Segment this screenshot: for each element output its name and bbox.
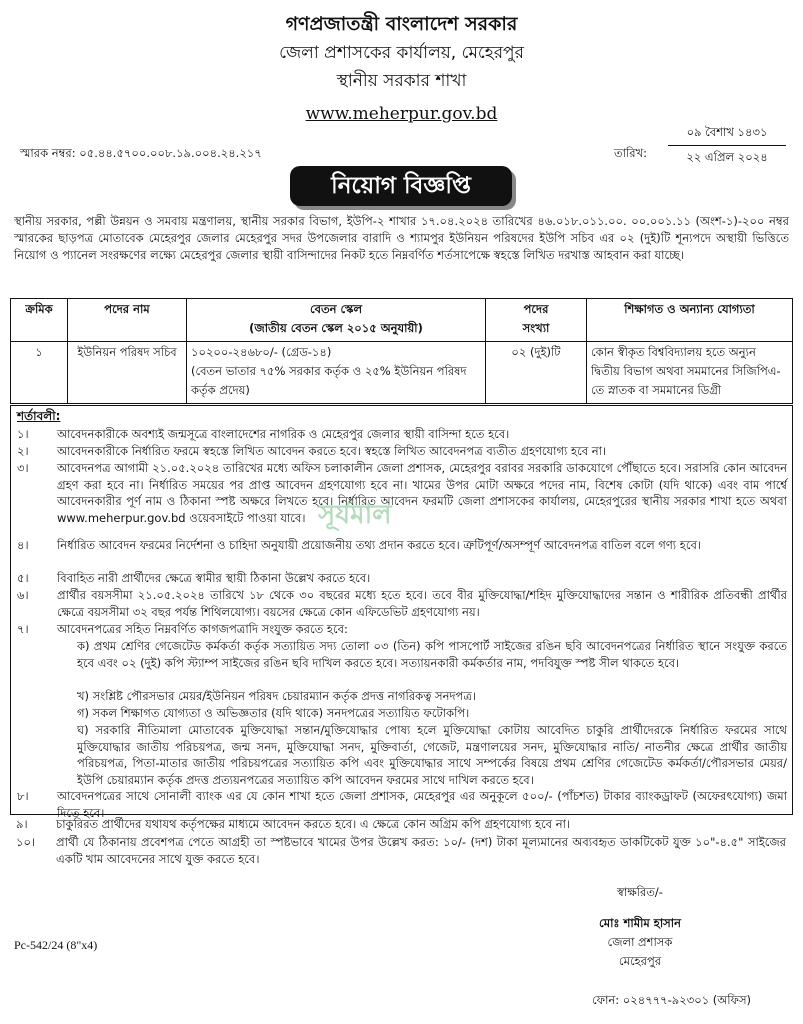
branch-name: স্থানীয় সরকার শাখা	[336, 71, 467, 91]
condition-number: ৫।	[17, 571, 29, 585]
watermark: সূর্যমাল	[318, 500, 392, 530]
condition-number: ১।	[17, 427, 29, 441]
condition-subtext: ঘ) সরকারি নীতিমালা মোতাবেক মুক্তিযোদ্ধা সন্তান/মুক্তিযোদ্ধার পোষ্য হলে মুক্তিযোদ্ধা কোটায় আবেদিত চাকুরি প্রার্থীদেরকে নির্ধারিত ফরমের সাথে মুক্তিযোদ্ধার জাতীয় পরিচয়পত্র, জন্ম সনদ, মুক্তিযোদ্ধা সনদ, মুক্তিবার্তা, গেজেট, মন্ত্রণালয়ের সনদ, মুক্তিযোদ্ধার নাতি/ নাতনীর ক্ষেত্রে প্রার্থীর জাতীয় পরিচয়পত্র, পিতা-মাতার জাতীয় পরিচয়পত্রের সত্যায়িত কপি এবং মুক্তিযোদ্ধার সাথে সম্পর্কের বিষয়ে প্রথম শ্রেণির গেজেটেড কর্মকর্তা/পৌরসভার মেয়র/ইউপি চেয়ারম্যান কর্তৃক প্রদত্ত প্রত্যয়নপত্রের সত্যায়িত কপি আবেদন ফরমের সাথে দাখিল করতে হবে।	[77, 723, 787, 787]
condition-text: আবেদনপত্রের সহিত নিম্নবর্ণিত কাগজপত্রাদি সংযুক্ত করতে হবে:	[57, 622, 348, 636]
condition-text: চাকুরিরত প্রার্থীদের যথাযথ কর্তৃপক্ষের মাধ্যমে আবেদন করতে হবে। এ ক্ষেত্রে কোন অগ্রিম কপি গ্রহণযোগ্য হবে না।	[56, 817, 571, 831]
condition-text: প্রার্থী যে ঠিকানায় প্রবেশপত্র পেতে আগ্রহী তা স্পষ্টভাবে খামের উপর উল্লেখ করত: ১০/- (দশ) টাকা মূল্যমানের অব্যবহৃত ডাকটিকেট যুক্ত ১০"-৪.৫" সাইজের একটি খাম আবেদনের সাথে যুক্ত করতে হবে।	[56, 835, 786, 866]
date-label: তারিখ:	[614, 146, 648, 160]
header-pay-label: বেতন স্কেল	[309, 302, 363, 316]
signature-signed: স্বাক্ষরিত/-	[617, 885, 663, 899]
posts-table	[10, 298, 793, 404]
header-count	[486, 299, 587, 342]
condition-subtext: গ) সকল শিক্ষাগত যোগ্যতা ও অভিজ্ঞতার (যদি থাকে) সনদপত্রের সত্যায়িত ফটোকপি।	[77, 706, 470, 720]
condition-number: ৯।	[16, 817, 28, 831]
signature-place: মেহেরপুর	[618, 954, 662, 968]
header-pay-sub: (জাতীয় বেতন স্কেল ২০১৫ অনুযায়ী)	[249, 321, 423, 335]
cell-serial: ১	[11, 342, 68, 404]
header-post: পদের নাম	[68, 299, 187, 342]
header-count-label: পদের	[523, 302, 549, 316]
condition-text: আবেদনকারীকে নির্ধারিত ফরমে স্বহস্তে লিখিত আবেদন করতে হবে। স্বহস্তে লিখিত আবেদনপত্র ব্যতীত গ্রহণযোগ্য হবে না।	[57, 444, 607, 458]
condition-number: ৬।	[17, 588, 29, 602]
condition-number: ৪।	[17, 538, 29, 552]
condition-text: আবেদনপত্রের সাথে সোনালী ব্যাংক এর যে কোন শাখা হতে জেলা প্রশাসক, মেহেরপুর এর অনুকূলে ৫০০/- (পাঁচশত) টাকার ব্যাংকড্রাফট (অফেরৎযোগ্য) জমা দিতে হবে।	[57, 789, 787, 820]
header-pay	[187, 299, 486, 342]
date-box	[668, 124, 786, 168]
condition-text: নির্ধারিত আবেদন ফরমের নির্দেশনা ও চাহিদা অনুযায়ী প্রয়োজনীয় তথ্য প্রদান করতে হবে। ত্রুটিপূর্ণ/অসম্পূর্ণ আবেদনপত্র বাতিল বলে গণ্য হবে।	[57, 538, 701, 552]
cell-qualification: কোন স্বীকৃত বিশ্ববিদ্যালয় হতে অন্যুন দ্বিতীয় বিভাগ অথবা সমমানের সিজিপিএ-তে স্নাতক বা সমমানের ডিগ্রী	[587, 342, 793, 404]
condition-text: বিবাহিত নারী প্রার্থীদের ক্ষেত্রে স্বামীর স্থায়ী ঠিকানা উল্লেখ করতে হবে।	[57, 571, 371, 585]
signature-name: মোঃ শামীম হাসান	[599, 916, 681, 930]
condition-text: প্রার্থীর বয়সসীমা ২১.০৫.২০২৪ তারিখে ১৮ থেকে ৩০ বছরের মধ্যে হতে হবে। তবে বীর মুক্তিযোদ্ধা/শহিদ মুক্তিযোদ্ধাদের সন্তান ও শারীরিক প্রতিবন্ধী প্রার্থীর ক্ষেত্রে বয়সসীমা ৩২ বছর পর্যন্ত শিথিলযোগ্য। বয়সের ক্ষেত্রে কোন এফিডেভিট গ্রহণযোগ্য নয়।	[57, 588, 787, 619]
condition-text: আবেদনকারীকে অবশ্যই জন্মসূত্রে বাংলাদেশের নাগরিক ও মেহেরপুর জেলার স্থায়ী বাসিন্দা হতে হবে।	[57, 427, 510, 441]
cell-count: ০২ (দুই)টি	[486, 342, 587, 404]
condition-subtext: খ) সংশ্লিষ্ট পৌরসভার মেয়র/ইউনিয়ন পরিষদ চেয়ারম্যান কর্তৃক প্রদত্ত নাগরিকত্ব সনদপত্র।	[77, 689, 476, 703]
header-serial: ক্রমিক	[11, 299, 68, 342]
cell-pay-note: (বেতন ভাতার ৭৫% সরকার কর্তৃক ও ২৫% ইউনিয়ন পরিষদ কর্তৃক প্রদেয়)	[191, 364, 467, 397]
condition-number: ৮।	[17, 789, 29, 803]
condition-number: ৩।	[17, 461, 29, 475]
website-link[interactable]: www.meherpur.gov.bd	[305, 104, 498, 124]
cell-pay-scale: ১০২০০-২৪৬৮০/- (গ্রেড-১৪)	[191, 345, 332, 359]
condition-text: আবেদনপত্র আগামী ২১.০৫.২০২৪ তারিখের মধ্যে অফিস চলাকালীন জেলা প্রশাসক, মেহেরপুর বরাবর সরকারি ডাকযোগে পৌঁছাতে হবে। সরাসরি কোন আবেদন গ্রহণ করা হবে না। নির্ধারিত সময়ের পর প্রাপ্ত আবেদন গ্রহণযোগ্য হবে না। খামের উপর মোটা অক্ষরে পদের নাম, বিশেষ কোটা (যদি থাকে) এবং বাম পার্শ্বে আবেদনকারীর পূর্ণ নাম ও ঠিকানা স্পষ্ট অক্ষরে লিখতে হবে। নির্ধারিত আবেদন ফরমটি জেলা প্রশাসকের কার্যালয়, মেহেরপুরের স্থানীয় সরকার শাখা হতে অথবা www.meherpur.gov.bd ওয়েবসাইটে পাওয়া যাবে।	[57, 461, 788, 525]
office-name: জেলা প্রশাসকের কার্যালয়, মেহেরপুর	[279, 43, 524, 63]
memo-number: স্মারক নম্বর: ০৫.৪৪.৫৭০০.০০৮.১৯.০০৪.২৪.২১৭	[20, 146, 262, 160]
government-title: গণপ্রজাতন্ত্রী বাংলাদেশ সরকার	[285, 13, 518, 35]
condition-subtext: ক) প্রথম শ্রেণির গেজেটেড কর্মকর্তা কর্তৃক সত্যায়িত সদ্য তোলা ০৩ (তিন) কপি পাসপোর্ট সাইজের রঙিন ছবি আবেদনপত্রের নির্ধারিত স্থানে সংযুক্ত করতে হবে এবং ০২ (দুই) কপি স্ট্যাম্প সাইজের রঙিন ছবি দাখিল করতে হবে। সত্যায়নকারী কর্মকর্তার নাম, পদবিযুক্ত স্পষ্ট সীল থাকতে হবে।	[77, 639, 787, 670]
table-row	[11, 342, 793, 404]
date-bangla: ০৯ বৈশাখ ১৪৩১	[668, 124, 786, 146]
signature-designation: জেলা প্রশাসক	[607, 935, 673, 949]
condition-number: ২।	[17, 444, 29, 458]
intro-paragraph: স্থানীয় সরকার, পল্লী উন্নয়ন ও সমবায় মন্ত্রণালয়, স্থানীয় সরকার বিভাগ, ইউপি-২ শাখার ১৭.০৪.২০২৪ তারিখের ৪৬.০১৮.০১১.০০. ০০.০০১.১১ (অংশ-১)-২০০ নম্বর স্মারকের ছাড়পত্র মোতাবেক মেহেরপুর জেলার মেহেরপুর সদর উপজেলার বারাদি ও শ্যামপুর ইউনিয়ন পরিষদের ইউপি সচিব এর ০২ (দুই)টি শূন্যপদে অস্থায়ী ভিত্তিতে নিয়োগ ও প্যানেল সংরক্ষণের লক্ষ্যে মেহেরপুর জেলার স্থায়ী বাসিন্দাদের নিকট হতে নিম্নবর্ণিত শর্তসাপেক্ষে স্বহস্তে লিখিত দরখাস্ত আহবান করা যাচ্ছে।	[14, 214, 789, 262]
header-qualification: শিক্ষাগত ও অন্যান্য যোগ্যতা	[587, 299, 793, 342]
conditions-title: শর্তাবলী:	[17, 409, 61, 423]
conditions-box	[10, 405, 793, 820]
condition-number: ১০।	[16, 835, 36, 849]
notice-title: নিয়োগ বিজ্ঞপ্তি	[290, 166, 512, 206]
condition-number: ৭।	[17, 622, 29, 636]
date-english: ২২ এপ্রিল ২০২৪	[686, 150, 768, 164]
table-header-row	[11, 299, 793, 342]
office-phone: ফোন: ০২৪৭৭৭-৯২৩০১ (অফিস)	[592, 993, 752, 1007]
print-code: Pc-542/24 (8"x4)	[14, 938, 98, 952]
cell-post: ইউনিয়ন পরিষদ সচিব	[68, 342, 187, 404]
header-count-sub: সংখ্যা	[522, 321, 550, 335]
cell-pay	[187, 342, 486, 404]
